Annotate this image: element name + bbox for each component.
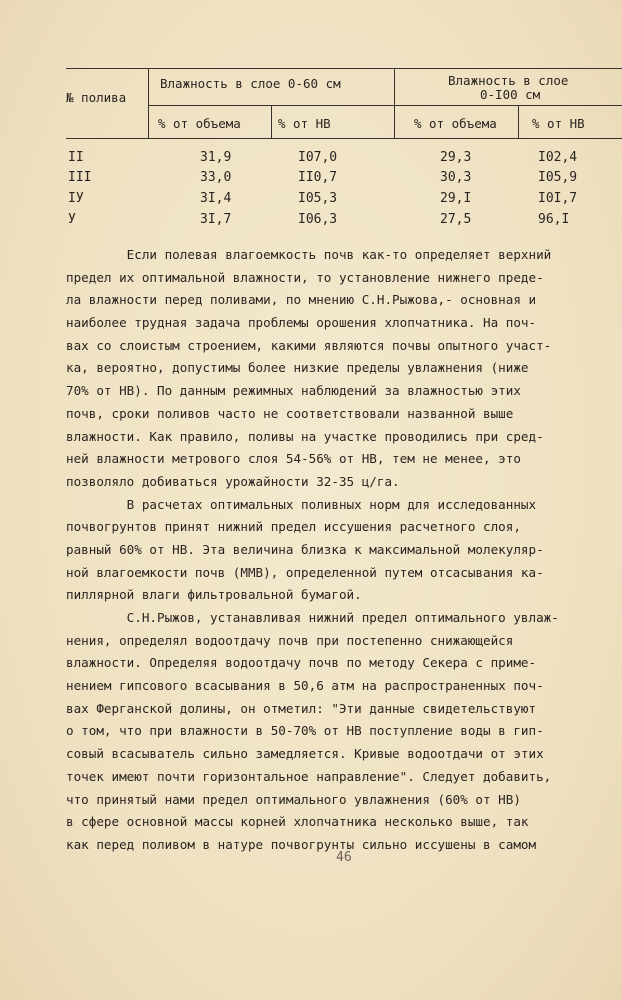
table-row (66, 191, 622, 211)
table-divider (271, 105, 272, 138)
text-line: предел их оптимальной влажности, то установление нижнего преде- (66, 269, 544, 285)
group-header-0-100-line2: 0-I00 см (480, 87, 541, 102)
text-line: ной влагоемкости почв (ММВ), определенной путем отсасывания ка- (66, 564, 544, 580)
cell: 3I,7 (200, 212, 232, 227)
subheader-nv-1: % от НВ (278, 116, 331, 131)
text-line: ка, вероятно, допустимы более низкие пределы увлажнения (ниже (66, 360, 529, 376)
text-line: влажности. Определяя водоотдачу почв по методу Секера с приме- (66, 655, 537, 671)
col-header-no: № полива (66, 90, 127, 105)
group-header-0-100-line1: Влажность в слое (448, 73, 569, 88)
text-line: Если полевая влагоемкость почв как-то определяет верхний (66, 247, 552, 262)
cell: 30,3 (440, 170, 472, 185)
text-line: С.Н.Рыжов, устанавливая нижний предел оптимального увлаж- (66, 610, 559, 625)
cell: 3I,4 (200, 191, 232, 206)
table-row (66, 212, 622, 232)
table-top-rule (66, 68, 622, 69)
text-line: наиболее трудная задача проблемы орошения хлопчатника. На поч- (66, 315, 537, 331)
subheader-volume-1: % от объема (158, 116, 241, 131)
text-line: совый всасыватель сильно замедляется. Кривые водоотдачи от этих (66, 746, 544, 762)
cell: II (68, 150, 84, 165)
cell: II0,7 (298, 170, 338, 185)
cell: IУ (68, 191, 84, 206)
table-divider (394, 68, 395, 138)
text-line: влажности. Как правило, поливы на участке проводились при сред- (66, 428, 544, 444)
cell: I0I,7 (538, 191, 578, 206)
subheader-volume-2: % от объема (414, 116, 497, 131)
table-divider (148, 68, 149, 138)
text-line: в сфере основной массы корней хлопчатника несколько выше, так (66, 814, 529, 830)
cell: I07,0 (298, 150, 338, 165)
page-number: 46 (336, 850, 352, 865)
cell: 29,I (440, 191, 472, 206)
body-text (66, 244, 606, 857)
cell: 96,I (538, 212, 570, 227)
subheader-nv-2: % от НВ (532, 116, 585, 131)
text-line: ней влажности метрового слоя 54-56% от НВ, тем не менее, это (66, 451, 521, 467)
text-line: равный 60% от НВ. Эта величина близка к максимальной молекуляр- (66, 541, 544, 557)
text-line: позволяло добиваться урожайности 32-35 ц/га. (66, 473, 400, 489)
cell: 33,0 (200, 170, 232, 185)
cell: I06,3 (298, 212, 338, 227)
table-row (66, 150, 622, 170)
moisture-table (66, 68, 622, 238)
text-line: пиллярной влаги фильтровальной бумагой. (66, 587, 362, 603)
table-header-bottom-rule (66, 138, 622, 139)
text-line: как перед поливом в натуре почвогрунты сильно иссушены в самом (66, 836, 537, 852)
text-line: В расчетах оптимальных поливных норм для исследованных (66, 496, 537, 512)
cell: I02,4 (538, 150, 578, 165)
table-row (66, 170, 622, 190)
text-line: вах Ферганской долины, он отметил: "Эти данные свидетельствуют (66, 700, 537, 716)
text-line: вах со слоистым строением, какими являются почвы опытного участ- (66, 337, 552, 353)
cell: I05,9 (538, 170, 578, 185)
text-line: почв, сроки поливов часто не соответствовали названной выше (66, 405, 514, 421)
cell: III (68, 170, 92, 185)
cell: I05,3 (298, 191, 338, 206)
cell: У (68, 212, 76, 227)
cell: 29,3 (440, 150, 472, 165)
text-line: нения, определял водоотдачу почв при постепенно снижающейся (66, 632, 514, 648)
text-line: ла влажности перед поливами, по мнению С.Н.Рыжова,- основная и (66, 292, 537, 308)
cell: 27,5 (440, 212, 472, 227)
text-line: нением гипсового всасывания в 50,6 атм на распространенных поч- (66, 678, 544, 694)
text-line: почвогрунтов принят нижний предел иссушения расчетного слоя, (66, 519, 521, 535)
group-header-0-60: Влажность в слое 0-60 см (160, 76, 341, 91)
text-line: точек имеют почти горизонтальное направление". Следует добавить, (66, 768, 552, 784)
text-line: о том, что при влажности в 50-70% от НВ поступление воды в гип- (66, 723, 544, 739)
text-line: 70% от НВ). По данным режимных наблюдений за влажностью этих (66, 383, 521, 399)
table-divider (518, 105, 519, 138)
table-mid-rule (148, 105, 622, 106)
text-line: что принятый нами предел оптимального увлажнения (60% от НВ) (66, 791, 521, 807)
cell: 31,9 (200, 150, 232, 165)
